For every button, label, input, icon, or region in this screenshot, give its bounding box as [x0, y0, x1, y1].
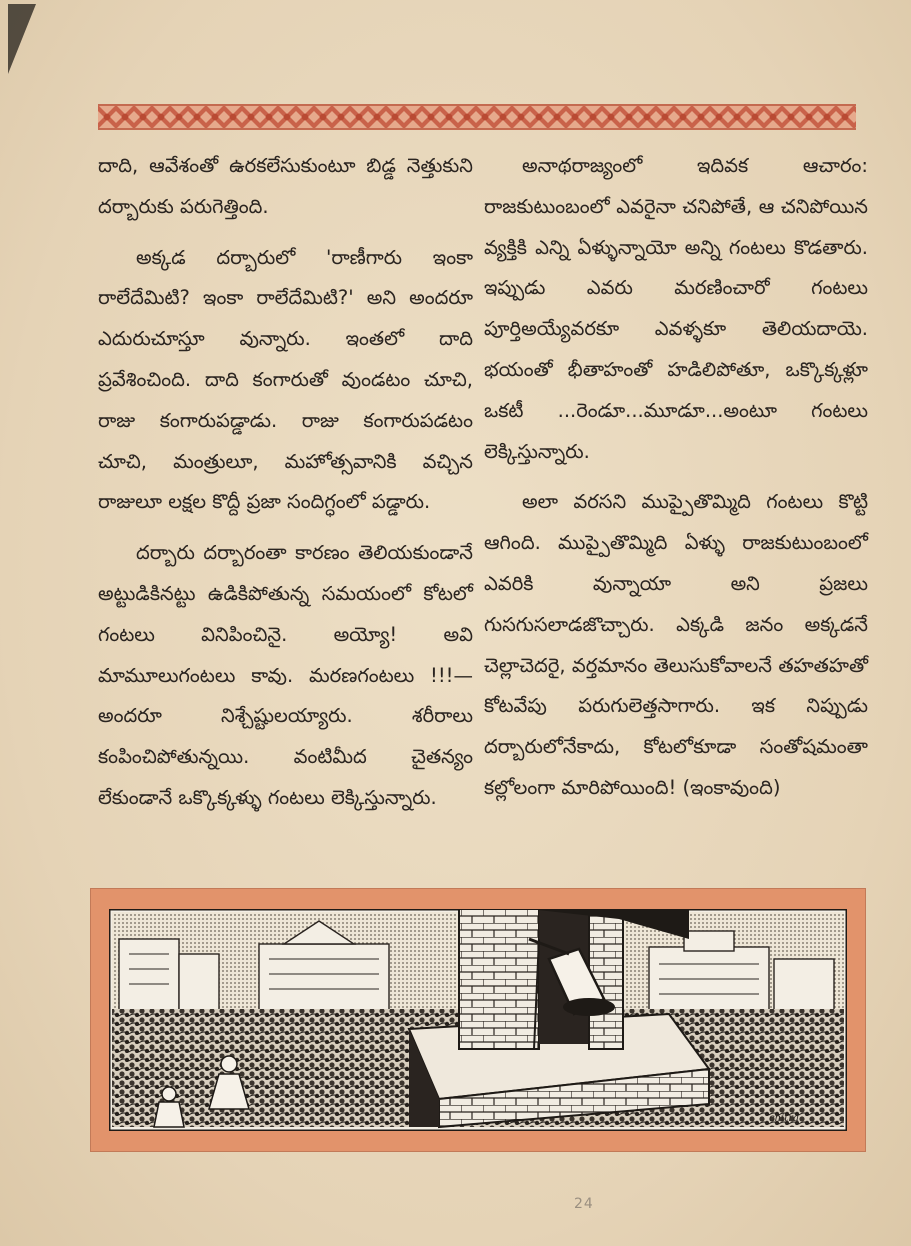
illustrator-signature: chitra: [769, 1113, 799, 1124]
paragraph: దాది, ఆవేశంతో ఉరకలేసుకుంటూ బిడ్డ నెత్తుకుని దర్బారుకు పరుగెత్తింది.: [98, 154, 473, 218]
paragraph: అనాథరాజ్యంలో ఇదివక ఆచారం: రాజకుటుంబంలో ఎవరైనా చనిపోతే, ఆ చనిపోయిన వ్యక్తికి ఎన్ని ఏళ్ళున్నాయో అన్ని గంటలు కొడతారు. ఇప్పుడు ఎవరు మరణించారో గంటలు పూర్తిఅయ్యేవరకూ ఎవళ్ళకూ తెలియదాయె. భయంతో భీతాహంతో హడిలిపోతూ, ఒక్కొక్కళ్లూ ఒకటీ ...రెండూ...మూడూ...అంటూ గంటలు లెక్కిస్తున్నారు.: [484, 154, 868, 463]
paragraph: దర్బారు దర్బారంతా కారణం తెలియకుండానే అట్టుడికినట్టు ఉడికిపోతున్న సమయంలో కోటలో గంటలు వినిపించినై. అయ్యో! అవి మామూలుగంటలు కావు. మరణగంటలు !!!—అందరూ నిశ్చేష్టులయ్యారు. శరీరాలు కంపించిపోతున్నయి. వంటిమీద చైతన్యం లేకుండానే ఒక్కొక్కళ్ళు గంటలు లెక్కిస్తున్నారు.: [98, 541, 473, 809]
paragraph: అక్కడ దర్బారులో 'రాణీగారు ఇంకా రాలేదేమిటి? ఇంకా రాలేదేమిటి?' అని అందరూ ఎదురుచూస్తూ వున్నారు. ఇంతలో దాది ప్రవేశించింది. దాది కంగారుతో వుండటం చూచి, రాజు కంగారుపడ్డాడు. రాజు కంగారుపడటం చూచి, మంత్రులూ, మహోత్సవానికి వచ్చిన రాజులూ లక్షల కొద్దీ ప్రజా సందిగ్ధంలో పడ్డారు.: [98, 245, 473, 514]
decorative-border: [98, 104, 856, 130]
right-column: [484, 146, 868, 809]
torn-corner: [8, 4, 36, 74]
paragraph: అలా వరసని ముప్పైతొమ్మిది గంటలు కొట్టి ఆగింది. ముప్పైతొమ్మిది ఏళ్ళు రాజకుటుంబంలో ఎవరికి వున్నాయా అని ప్రజలు గుసగుసలాడజొచ్చారు. ఎక్కడి జనం అక్కడనే చెల్లాచెదరై, వర్తమానం తెలుసుకోవాలనే తహతహతో కోటవేపు పరుగులెత్తసాగారు. ఇక నిప్పుడు దర్బారులోనేకాదు, కోటలోకూడా సంతోషమంతా కల్లోలంగా మారిపోయింది! (ఇంకావుంది): [484, 490, 868, 799]
bell-tower-crowd-illustration: [90, 888, 866, 1152]
left-column: [98, 146, 473, 819]
illustration-drawing: [109, 909, 847, 1131]
page-number: 24: [574, 1196, 594, 1212]
